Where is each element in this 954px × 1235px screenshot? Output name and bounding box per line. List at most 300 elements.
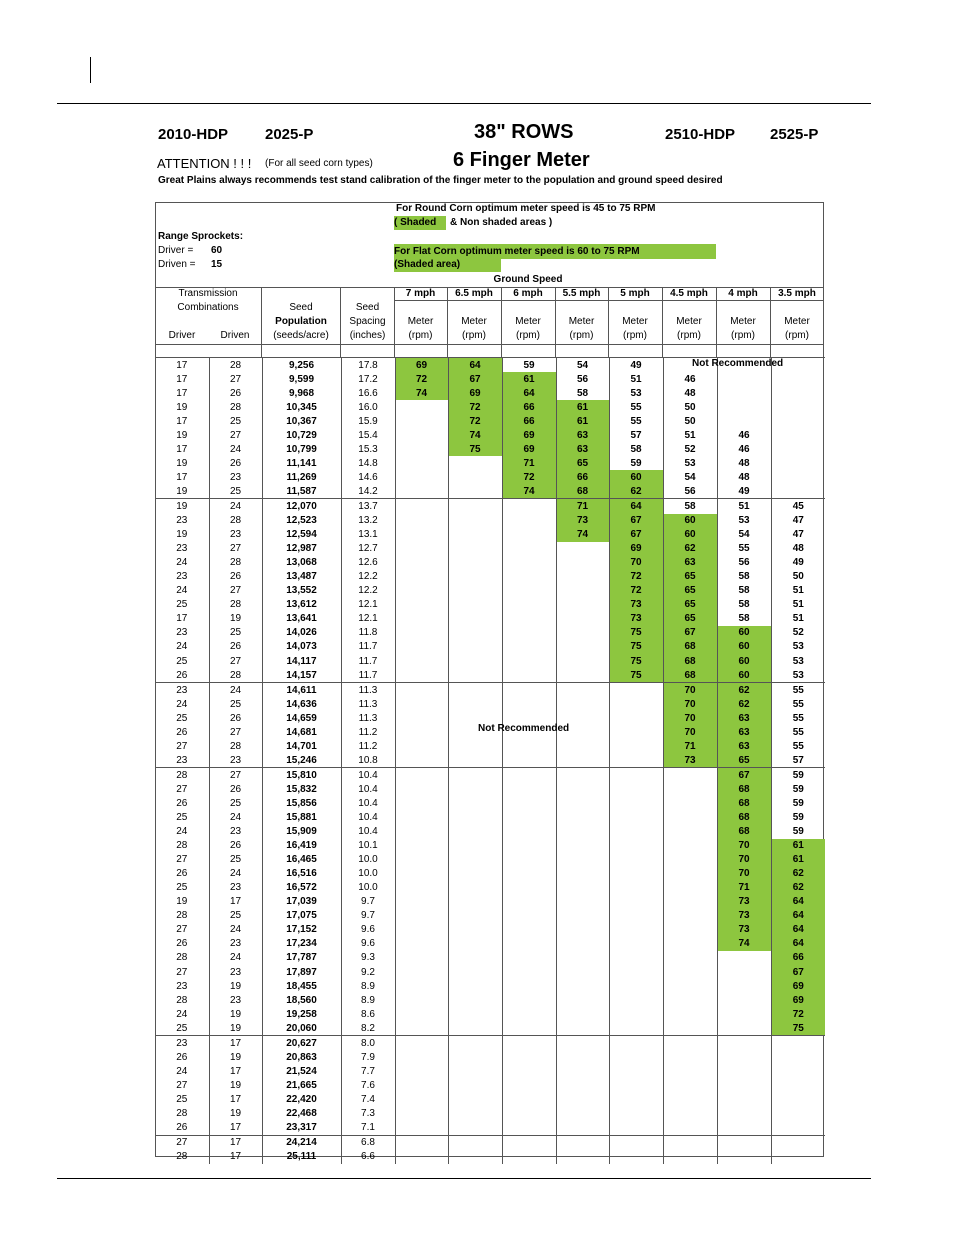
table-cell [395,640,448,654]
table-cell: 68 [717,811,771,825]
table-cell [556,654,609,668]
table-cell: 59 [771,768,825,783]
table-cell: 27 [176,966,188,978]
table-cell: 23 [209,528,262,542]
table-cell [556,612,609,626]
table-cell: 17 [176,415,188,427]
table-cell: 69 [502,428,556,442]
not-recommended-mid: Not Recommended [478,723,570,734]
table-cell: 21,665 [262,1078,341,1092]
table-cell [556,753,609,768]
table-cell: 28 [176,952,188,964]
table-cell: 50 [663,414,717,428]
table-cell [609,782,663,796]
table-row [155,796,825,810]
table-cell: 64 [771,937,825,951]
table-cell: 22,468 [262,1106,341,1120]
table-cell [448,796,502,810]
table-cell [448,739,502,753]
table-cell [609,1050,663,1064]
table-cell: 57 [771,753,825,768]
table-cell [609,1121,663,1136]
table-cell: 26 [209,640,262,654]
table-cell [556,965,609,979]
table-cell: 17 [209,1092,262,1106]
table-cell: 11.3 [341,683,395,698]
table-cell: 55 [771,683,825,698]
table-cell: 65 [663,612,717,626]
table-cell [609,839,663,853]
table-cell [663,937,717,951]
table-cell [771,1092,825,1106]
table-cell: 28 [209,358,262,373]
table-cell: 63 [556,428,609,442]
table-cell [502,584,556,598]
table-cell [556,1150,609,1164]
table-cell: 51 [771,612,825,626]
table-row [155,612,825,626]
table-cell: 10.4 [341,811,395,825]
driven-value: 15 [211,259,223,270]
table-cell: 17,039 [262,895,341,909]
table-cell: 64 [609,499,663,514]
table-cell [502,881,556,895]
table-cell [556,1092,609,1106]
table-cell [771,1036,825,1051]
combinations-header: Combinations [177,302,239,313]
table-cell: 7.3 [341,1106,395,1120]
table-cell: 26 [176,726,188,738]
table-cell [395,768,448,783]
table-cell [609,1021,663,1036]
table-cell: 24 [209,683,262,698]
table-cell: 25 [209,697,262,711]
table-cell [609,739,663,753]
table-cell: 53 [771,654,825,668]
table-cell [395,456,448,470]
table-cell [395,697,448,711]
table-cell: 28 [209,668,262,683]
table-cell: 66 [771,951,825,965]
range-sprockets-label: Range Sprockets: [158,231,244,242]
table-cell: 11.7 [341,654,395,668]
table-cell [395,626,448,640]
table-cell: 62 [609,484,663,499]
table-cell: 14,659 [262,711,341,725]
table-cell: 21,524 [262,1064,341,1078]
table-cell [448,654,502,668]
table-cell: 27 [209,428,262,442]
table-cell: 15,832 [262,782,341,796]
table-cell [502,1078,556,1092]
table-cell: 65 [663,570,717,584]
table-cell: 11.2 [341,739,395,753]
table-row [155,470,825,484]
table-cell: 71 [502,456,556,470]
table-cell: 25 [209,796,262,810]
table-cell [609,683,663,698]
table-cell: 56 [663,484,717,499]
table-cell: 75 [609,668,663,683]
header-bottom-divider [155,344,824,345]
table-cell [395,1064,448,1078]
table-cell: 64 [771,895,825,909]
driven-label: Driven = [158,259,196,270]
table-row [155,1007,825,1021]
table-cell: 17 [176,373,188,385]
table-cell [556,979,609,993]
table-cell: 68 [663,640,717,654]
table-cell [556,626,609,640]
table-cell [395,965,448,979]
table-cell [771,470,825,484]
model-right-1: 2510-HDP [665,126,736,143]
table-cell [609,1007,663,1021]
table-cell: 24 [209,867,262,881]
table-cell: 8.0 [341,1036,395,1051]
table-cell [717,1007,771,1021]
table-cell: 65 [717,753,771,768]
table-cell [448,895,502,909]
table-cell: 27 [176,1079,188,1091]
table-row [155,1092,825,1106]
table-cell [448,484,502,499]
table-cell: 73 [717,923,771,937]
table-cell: 9.7 [341,909,395,923]
table-cell [448,683,502,698]
table-cell: 25 [176,599,188,611]
table-cell: 70 [663,697,717,711]
flat-corn-note: For Flat Corn optimum meter speed is 60 to 75 RPM [394,244,716,259]
table-cell: 19 [209,1007,262,1021]
meter-header: Meter [515,316,541,327]
table-cell: 55 [609,414,663,428]
table-cell [663,1121,717,1136]
table-cell [448,1078,502,1092]
table-cell [609,937,663,951]
table-cell: 14.2 [341,484,395,499]
table-cell: 11.7 [341,640,395,654]
table-cell: 57 [609,428,663,442]
table-cell [663,839,717,853]
table-cell: 16,419 [262,839,341,853]
table-cell [771,456,825,470]
ground-speed-header: Ground Speed [493,274,563,285]
table-row [155,514,825,528]
table-cell [502,937,556,951]
table-cell [395,683,448,698]
table-cell [448,1106,502,1120]
table-cell: 60 [717,668,771,683]
calibration-table [155,357,825,1164]
table-row [155,965,825,979]
table-cell: 17.8 [341,358,395,373]
table-cell: 70 [663,683,717,698]
table-cell: 17 [209,1135,262,1150]
table-cell: 13,552 [262,584,341,598]
table-cell: 19 [176,457,188,469]
table-cell: 53 [609,386,663,400]
table-row [155,739,825,753]
table-cell: 58 [663,499,717,514]
table-cell: 19 [176,429,188,441]
table-cell [395,951,448,965]
table-cell [717,1121,771,1136]
table-cell: 52 [771,626,825,640]
table-cell [663,1078,717,1092]
table-cell: 9,256 [262,358,341,373]
title-rows: 38" ROWS [474,121,574,143]
table-cell: 55 [771,697,825,711]
table-cell [448,1007,502,1021]
table-cell [448,470,502,484]
table-cell: 63 [717,725,771,739]
table-cell [663,1150,717,1164]
table-cell: 59 [771,782,825,796]
table-cell: 25 [209,414,262,428]
table-cell: 8.9 [341,993,395,1007]
table-cell [556,867,609,881]
non-shaded-legend: & Non shaded areas ) [450,217,553,228]
table-cell [502,768,556,783]
table-cell [395,923,448,937]
table-cell [502,1036,556,1051]
table-cell [395,514,448,528]
table-row [155,1064,825,1078]
table-cell [448,584,502,598]
table-row [155,1121,825,1136]
table-cell: 72 [395,372,448,386]
table-cell [502,739,556,753]
table-cell [663,768,717,783]
table-cell [609,965,663,979]
table-cell [448,825,502,839]
table-cell: 25 [209,626,262,640]
table-cell [609,881,663,895]
table-row [155,683,825,698]
meter-header: Meter [622,316,648,327]
table-cell: 26 [209,386,262,400]
table-cell: 11.3 [341,697,395,711]
table-cell: 23 [155,1036,209,1051]
table-cell [556,1135,609,1150]
table-cell [663,825,717,839]
table-cell [717,1064,771,1078]
table-cell: 10,729 [262,428,341,442]
table-cell [448,1150,502,1164]
table-row [155,1050,825,1064]
table-cell [395,484,448,499]
table-cell [395,499,448,514]
table-cell: 20,863 [262,1050,341,1064]
table-cell [663,782,717,796]
table-cell: 7.6 [341,1078,395,1092]
table-cell: 64 [448,358,502,373]
table-cell: 15,810 [262,768,341,783]
table-cell [609,853,663,867]
table-cell [771,484,825,499]
table-cell: 10.0 [341,853,395,867]
table-cell [663,923,717,937]
table-cell: 17 [209,1121,262,1136]
speed-header: 3.5 mph [778,288,816,299]
table-cell [448,528,502,542]
table-cell: 11.2 [341,725,395,739]
table-cell: 25 [176,882,188,894]
table-cell: 64 [502,386,556,400]
seeds-acre-header: (seeds/acre) [273,330,329,341]
table-cell [448,612,502,626]
table-cell: 62 [717,683,771,698]
table-cell [502,499,556,514]
table-cell [502,626,556,640]
table-cell: 58 [717,598,771,612]
table-cell [556,598,609,612]
table-cell [448,839,502,853]
table-row [155,484,825,499]
table-cell: 17 [209,1036,262,1051]
table-cell [448,499,502,514]
table-cell: 60 [663,514,717,528]
table-cell: 58 [717,584,771,598]
table-cell [502,796,556,810]
table-cell [395,612,448,626]
table-row [155,993,825,1007]
rpm-header: (rpm) [516,330,540,341]
table-cell: 73 [609,612,663,626]
table-cell: 12,070 [262,499,341,514]
table-cell: 55 [771,725,825,739]
table-cell: 15,856 [262,796,341,810]
table-cell: 72 [502,470,556,484]
table-cell [556,683,609,698]
table-cell: 17,075 [262,909,341,923]
table-cell [556,782,609,796]
table-cell: 49 [717,484,771,499]
table-row [155,400,825,414]
table-cell: 12.7 [341,542,395,556]
table-cell: 25 [209,853,262,867]
table-cell [395,753,448,768]
table-cell [556,993,609,1007]
table-cell: 9,599 [262,372,341,386]
table-cell: 61 [556,414,609,428]
table-cell [556,796,609,810]
table-cell: 8.2 [341,1021,395,1036]
table-cell: 51 [609,372,663,386]
table-cell [502,668,556,683]
table-cell: 27 [209,768,262,783]
table-cell: 68 [717,825,771,839]
table-cell: 13,487 [262,570,341,584]
table-cell: 13.1 [341,528,395,542]
table-cell: 73 [663,753,717,768]
table-cell [502,1007,556,1021]
table-cell: 19 [176,529,188,541]
table-cell: 15.9 [341,414,395,428]
table-cell [717,1106,771,1120]
table-cell: 10,367 [262,414,341,428]
table-cell: 74 [395,386,448,400]
table-cell: 73 [717,909,771,923]
table-cell: 22,420 [262,1092,341,1106]
table-cell [502,1092,556,1106]
table-cell [395,1150,448,1164]
table-cell [663,1036,717,1051]
table-cell: 25 [209,909,262,923]
table-row [155,839,825,853]
table-cell [395,993,448,1007]
table-row [155,1106,825,1120]
table-cell [448,881,502,895]
table-cell [609,993,663,1007]
table-cell: 25 [176,712,188,724]
table-cell: 24 [209,923,262,937]
table-cell: 72 [448,414,502,428]
table-cell: 23 [209,881,262,895]
table-cell [609,979,663,993]
speed-header: 5 mph [620,288,650,299]
table-cell: 70 [717,853,771,867]
table-cell: 60 [717,626,771,640]
table-cell: 17,787 [262,951,341,965]
table-cell [502,895,556,909]
table-cell: 28 [176,1108,188,1119]
table-cell: 19 [176,896,188,908]
table-cell: 72 [609,570,663,584]
table-cell [448,626,502,640]
table-row [155,909,825,923]
table-cell [448,697,502,711]
table-cell: 27 [176,783,188,795]
table-cell: 10,799 [262,442,341,456]
table-cell: 70 [663,725,717,739]
table-cell: 14,701 [262,739,341,753]
table-cell: 6.6 [341,1150,395,1164]
table-cell [395,1106,448,1120]
table-row [155,442,825,456]
table-row [155,499,825,514]
table-cell [556,923,609,937]
table-row [155,881,825,895]
table-cell [771,442,825,456]
table-cell [663,1135,717,1150]
table-cell [395,937,448,951]
table-cell [717,1135,771,1150]
meter-header: Meter [784,316,810,327]
table-cell [448,598,502,612]
table-cell: 74 [556,528,609,542]
table-cell: 14,681 [262,725,341,739]
table-cell [663,951,717,965]
table-cell [609,1135,663,1150]
table-cell: 24 [176,1065,188,1077]
table-cell: 15.3 [341,442,395,456]
table-cell: 11,587 [262,484,341,499]
table-cell [448,853,502,867]
table-cell [395,584,448,598]
table-cell: 62 [771,881,825,895]
table-cell [717,951,771,965]
table-cell: 23 [155,683,209,698]
table-cell [717,965,771,979]
table-cell: 19 [209,612,262,626]
table-cell: 25 [176,655,188,667]
table-cell [717,979,771,993]
model-left-2: 2025-P [265,126,314,143]
table-cell: 68 [717,782,771,796]
table-cell: 46 [717,442,771,456]
